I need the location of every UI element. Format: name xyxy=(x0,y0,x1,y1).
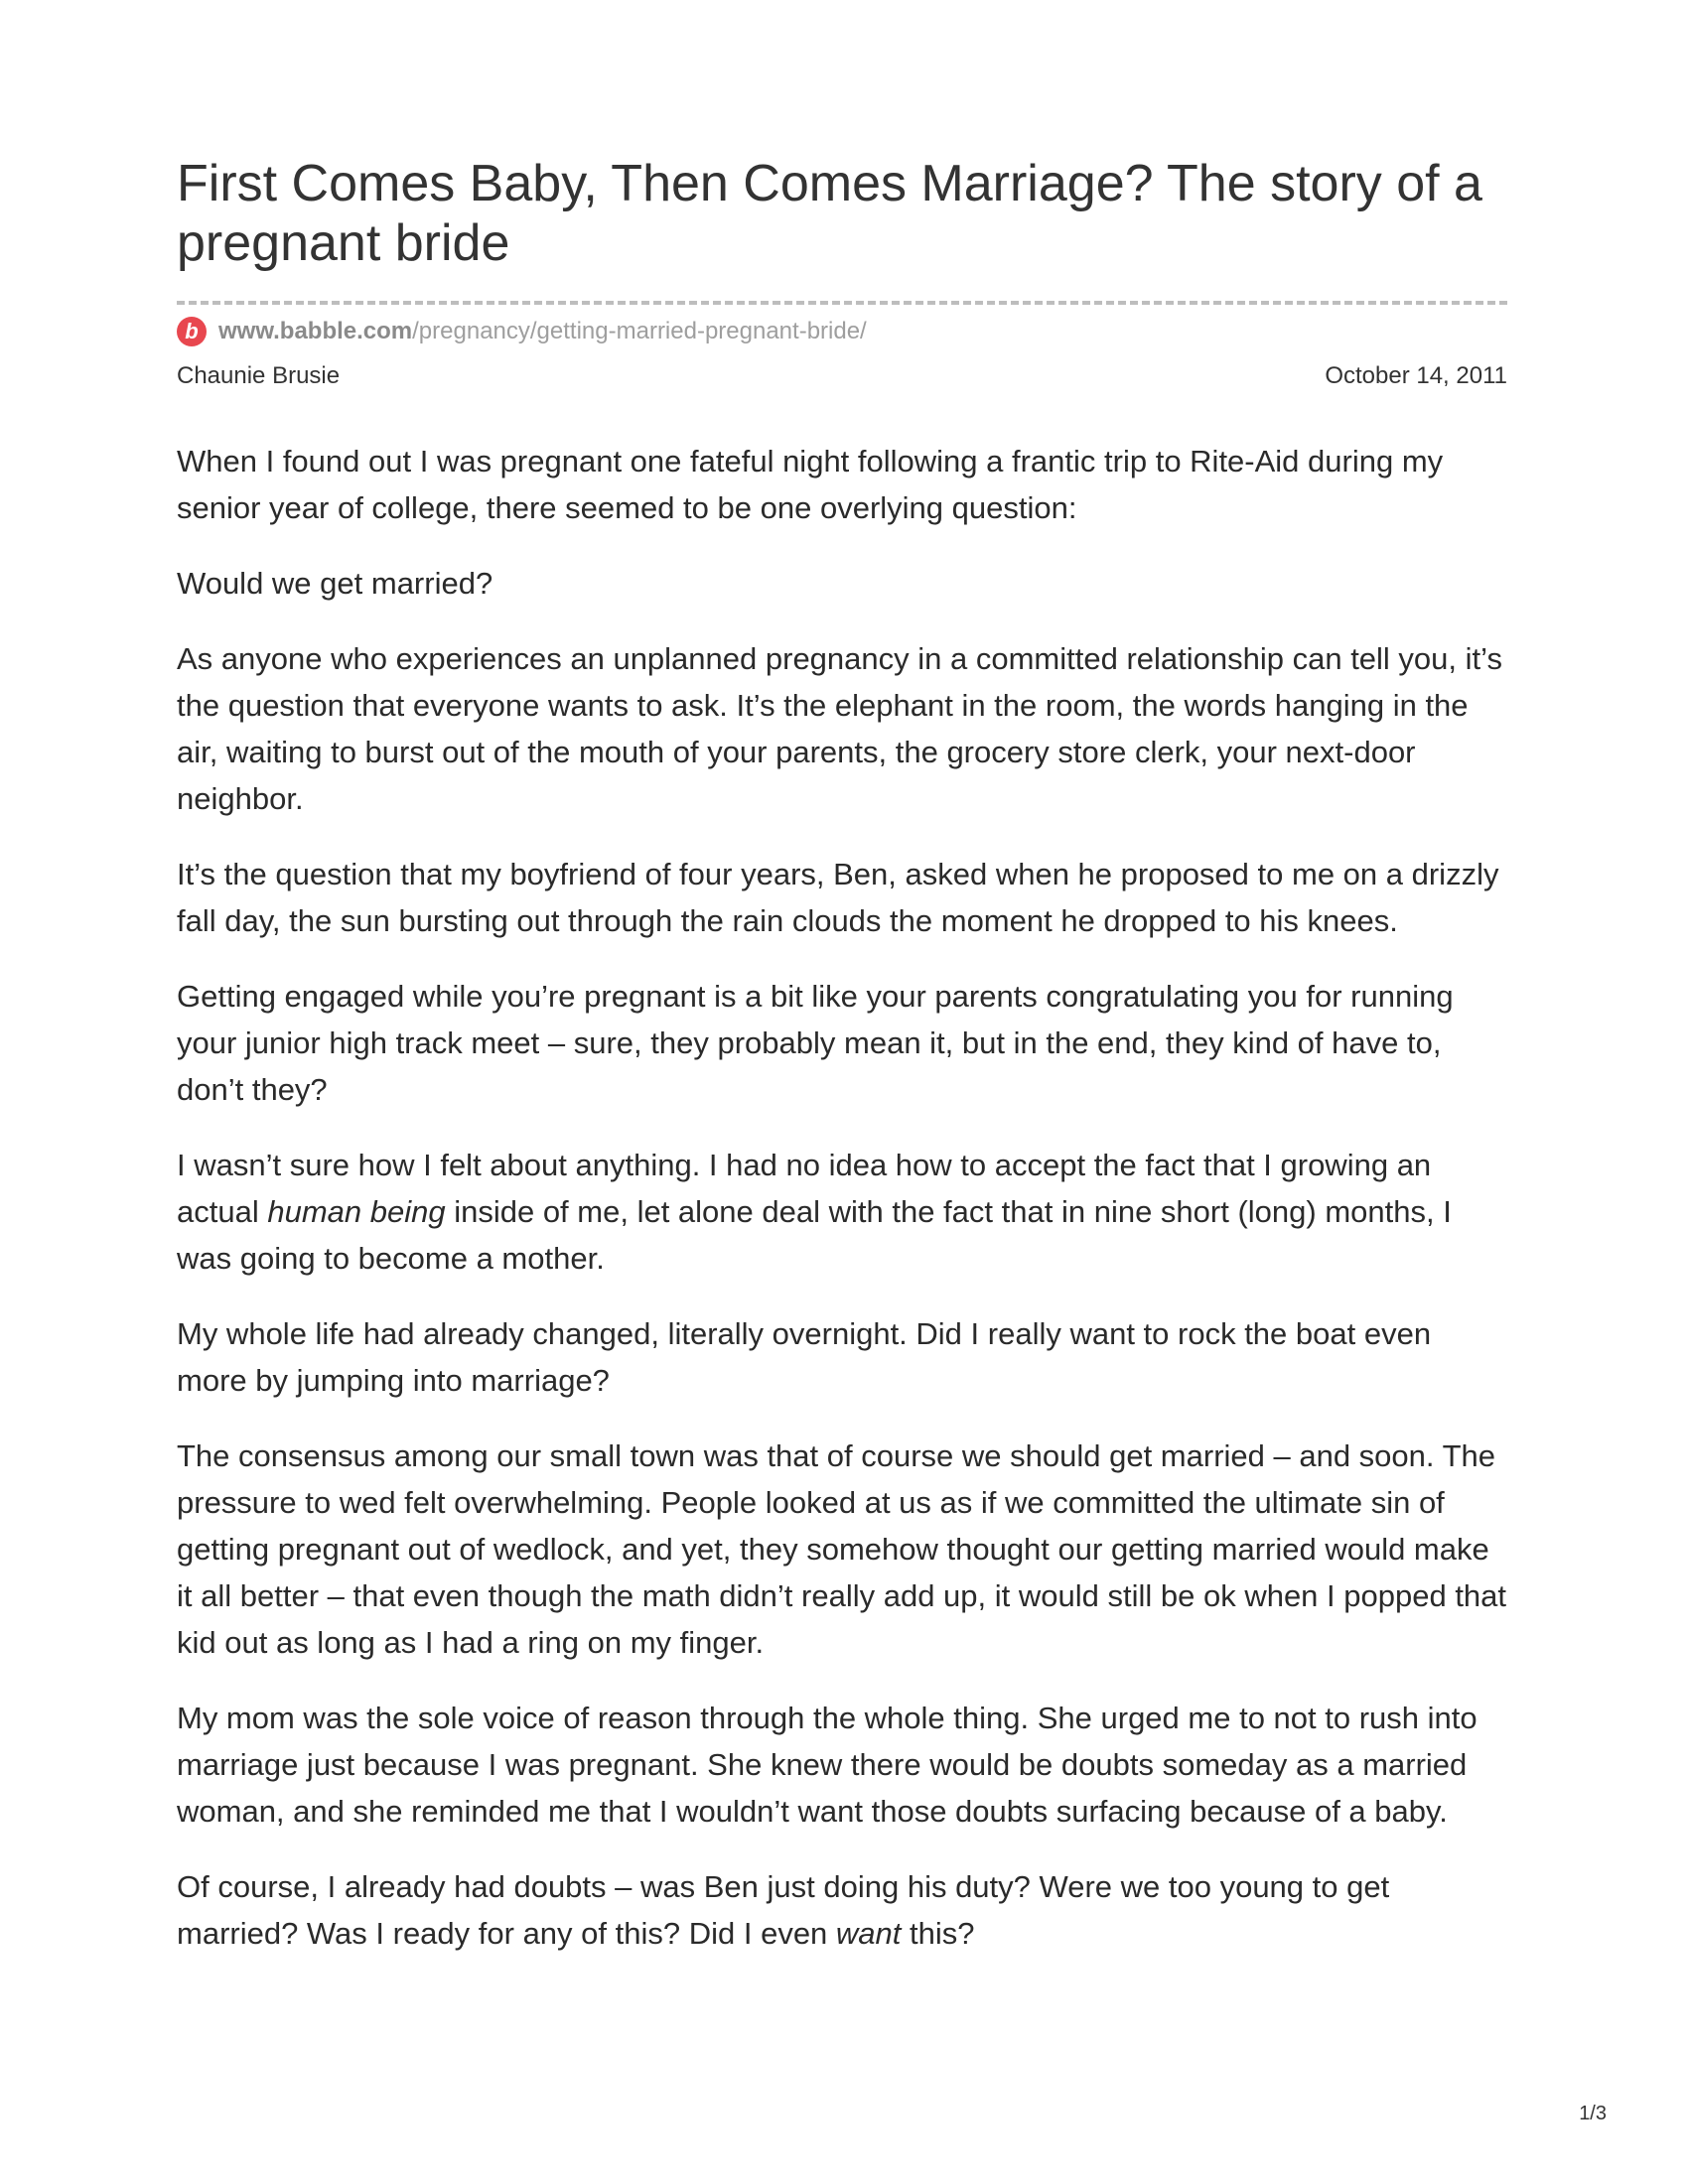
paragraph xyxy=(177,973,1507,1113)
paragraph-text: inside of me, let alone deal with the fact that in nine short (long) months, I was going to become a mother. xyxy=(177,1194,1452,1276)
publish-date: October 14, 2011 xyxy=(1325,362,1507,389)
paragraph-text: Would we get married? xyxy=(177,566,493,601)
paragraph-text: Getting engaged while you’re pregnant is a bit like your parents congratulating you for running your junior high track meet – sure, they probably mean it, but in the end, they kind of have to, don’t they? xyxy=(177,979,1454,1107)
paragraph-text: My whole life had already changed, literally overnight. Did I really want to rock the boat even more by jumping into marriage? xyxy=(177,1316,1432,1398)
author-name: Chaunie Brusie xyxy=(177,362,341,389)
article-body xyxy=(177,438,1507,1957)
source-row xyxy=(177,315,1507,348)
title-divider xyxy=(177,301,1507,305)
paragraph-text: When I found out I was pregnant one fateful night following a frantic trip to Rite-Aid during my senior year of college, there seemed to be one overlying question: xyxy=(177,444,1444,525)
byline-row xyxy=(177,362,1507,390)
paragraph xyxy=(177,438,1507,531)
paragraph xyxy=(177,1310,1507,1404)
emphasis-text: want xyxy=(835,1916,902,1951)
paragraph xyxy=(177,560,1507,607)
article xyxy=(177,154,1507,1985)
paragraph xyxy=(177,1863,1507,1957)
paragraph-text: It’s the question that my boyfriend of four years, Ben, asked when he proposed to me on a drizzly fall day, the sun bursting out through the rain clouds the moment he dropped to his knees. xyxy=(177,857,1499,938)
paragraph-text: I wasn’t sure how I felt about anything. I had no idea how to accept the fact that I growing an actual xyxy=(177,1148,1432,1229)
page-number: 1/3 xyxy=(1579,2103,1607,2124)
paragraph xyxy=(177,1695,1507,1835)
paragraph-text: As anyone who experiences an unplanned pregnancy in a committed relationship can tell you, it’s the question that everyone wants to ask. It’s the elephant in the room, the words hanging in the air, waiting to burst out of the mouth of your parents, the grocery store clerk, your next-door neighbor. xyxy=(177,641,1502,816)
paragraph-text: this? xyxy=(901,1916,975,1951)
babble-logo-icon: b xyxy=(177,317,207,346)
emphasis-text: human being xyxy=(267,1194,446,1229)
paragraph xyxy=(177,1433,1507,1666)
paragraph-text: Of course, I already had doubts – was Ben just doing his duty? Were we too young to get married? Was I ready for any of this? Did I even xyxy=(177,1869,1390,1951)
paragraph-text: The consensus among our small town was that of course we should get married – and soon. The pressure to wed felt overwhelming. People looked at us as if we committed the ultimate sin of getting pregnant out of wedlock, and yet, they somehow thought our getting married would make it all better – that even though the math didn’t really add up, it would still be ok when I popped that kid out as long as I had a ring on my finger. xyxy=(177,1438,1507,1660)
paragraph-text: My mom was the sole voice of reason through the whole thing. She urged me to not to rush into marriage just because I was pregnant. She knew there would be doubts someday as a married woman, and she reminded me that I wouldn’t want those doubts surfacing because of a baby. xyxy=(177,1701,1477,1829)
paragraph xyxy=(177,1142,1507,1282)
source-url-path: /pregnancy/getting-married-pregnant-bride/ xyxy=(412,318,867,344)
source-url-domain: www.babble.com xyxy=(218,318,413,344)
article-title: First Comes Baby, Then Comes Marriage? The story of a pregnant bride xyxy=(177,155,1482,272)
paragraph xyxy=(177,635,1507,822)
source-url[interactable] xyxy=(218,318,867,345)
paragraph xyxy=(177,851,1507,944)
